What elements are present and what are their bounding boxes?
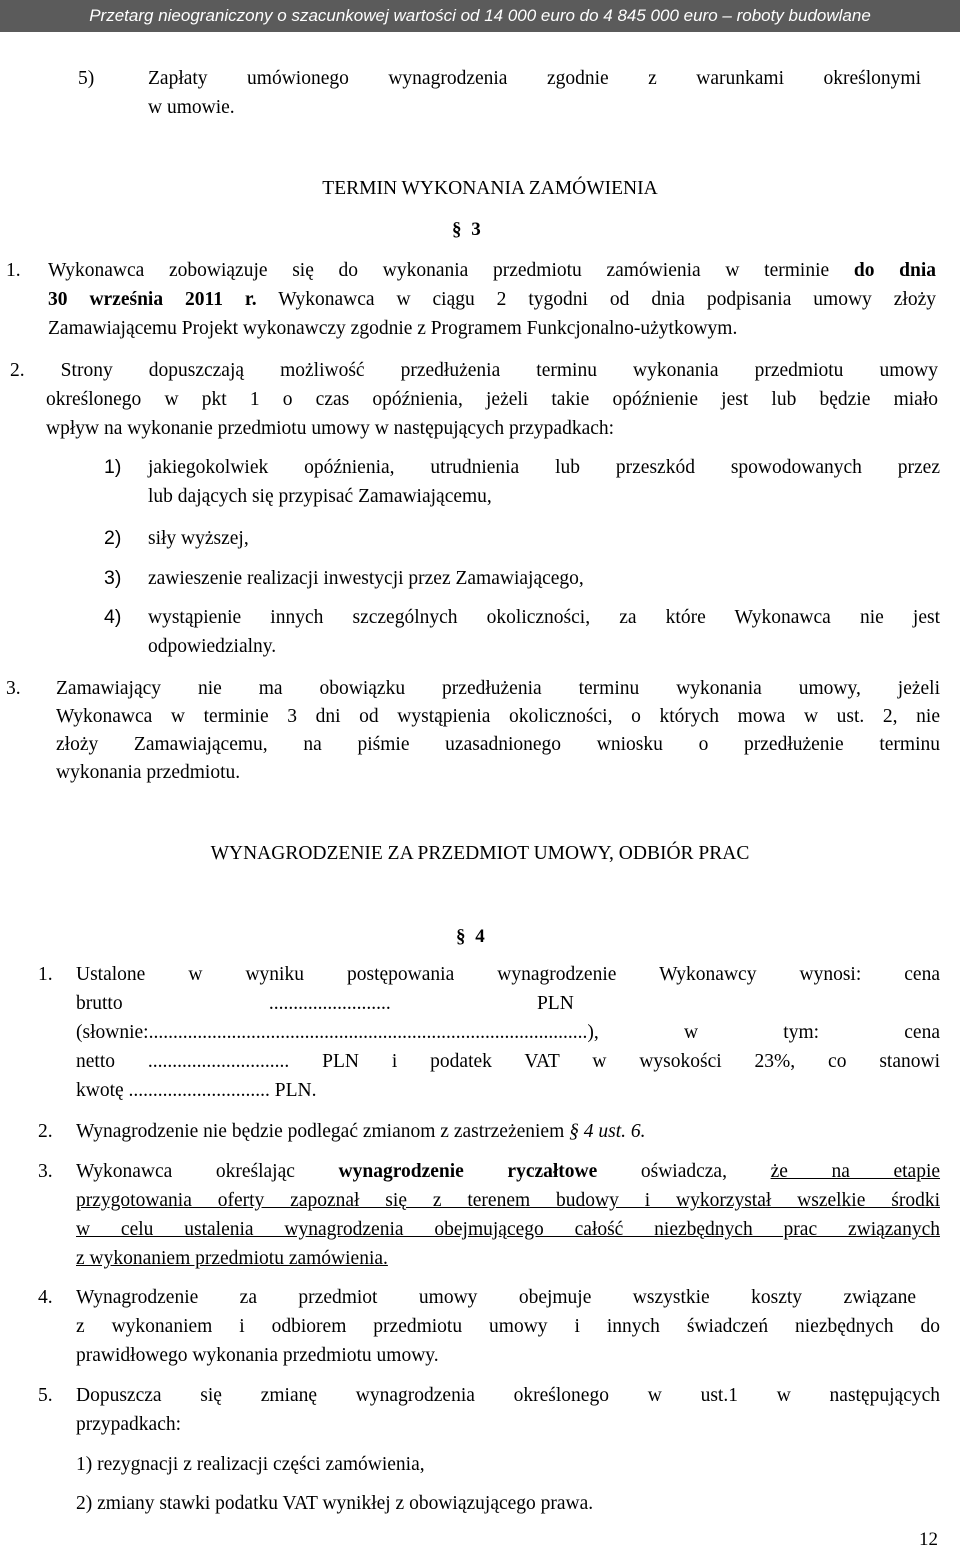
s3-point-1-number: 1. bbox=[6, 260, 21, 281]
paragraph-symbol: § bbox=[456, 926, 466, 947]
s3-sub-3-number: 3) bbox=[104, 567, 122, 589]
s4-point-5-line-1: Dopuszcza się zmianę wynagrodzenia określonego w ust.1 w następujących bbox=[76, 1385, 940, 1406]
s3-sub-1-number: 1) bbox=[104, 456, 122, 478]
s3-p1-text: Wykonawca zobowiązuje się do wykonania przedmiotu zamówienia w terminie bbox=[48, 260, 854, 281]
s4-point-4-line-1: Wynagrodzenie za przedmiot umowy obejmuje wszystkie koszty związane bbox=[76, 1287, 916, 1308]
s3-point-2-line-2: określonego w pkt 1 o czas opóźnienia, jeżeli takie opóźnienie jest lub będzie miało bbox=[46, 389, 938, 410]
document-header: Przetarg nieograniczony o szacunkowej wartości od 14 000 euro do 4 845 000 euro – roboty budowlane bbox=[0, 0, 960, 32]
s3-point-3-line-1: Zamawiający nie ma obowiązku przedłużenia terminu wykonania umowy, jeżeli bbox=[56, 678, 940, 699]
section-heading-wynagrodzenie: WYNAGRODZENIE ZA PRZEDMIOT UMOWY, ODBIÓR PRAC bbox=[210, 843, 750, 864]
s4-p2-reference: § 4 ust. 6. bbox=[569, 1121, 646, 1142]
s4-point-2-number: 2. bbox=[38, 1121, 53, 1142]
s3-point-1-line-3: Zamawiającemu Projekt wykonawczy zgodnie z Programem Funkcjonalno-użytkowym. bbox=[48, 318, 738, 339]
s4-p2-body: Wynagrodzenie nie będzie podlegać zmianom z zastrzeżeniem bbox=[76, 1121, 570, 1142]
s3-sub-1-line-1: jakiegokolwiek opóźnienia, utrudnienia lub przeszkód spowodowanych przez bbox=[148, 457, 940, 478]
s3-p1-date-b: 30 września 2011 r. bbox=[48, 289, 257, 310]
s3-sub-1-line-2: lub dających się przypisać Zamawiającemu, bbox=[148, 486, 492, 507]
s4-point-5-sub-2: 2) zmiany stawki podatku VAT wynikłej z obowiązującego prawa. bbox=[76, 1493, 594, 1514]
s3-sub-4-number: 4) bbox=[104, 606, 122, 628]
s4-point-3-line-3: w celu ustalenia wynagrodzenia obejmującego całość niezbędnych prac związanych bbox=[76, 1219, 940, 1240]
s3-point-3-line-4: wykonania przedmiotu. bbox=[56, 762, 241, 783]
item-5-number: 5) bbox=[78, 68, 95, 89]
s3-sub-4-line-1: wystąpienie innych szczególnych okoliczności, za które Wykonawca nie jest bbox=[148, 607, 940, 628]
s3-point-1-line-1 bbox=[48, 256, 936, 285]
s3-point-2-line-3: wpływ na wykonanie przedmiotu umowy w następujących przypadkach: bbox=[46, 418, 615, 439]
s3-point-3-line-3: złoży Zamawiającemu, na piśmie uzasadnionego wniosku o przedłużenie terminu bbox=[56, 734, 940, 755]
s4-point-5-number: 5. bbox=[38, 1385, 53, 1406]
s4-point-5-line-2: przypadkach: bbox=[76, 1414, 182, 1435]
s4-p3-bold: wynagrodzenie ryczałtowe bbox=[338, 1161, 598, 1182]
s4-point-4-line-2: z wykonaniem i odbiorem przedmiotu umowy i innych świadczeń niezbędnych do bbox=[76, 1316, 940, 1337]
paragraph-number: 4 bbox=[475, 926, 485, 947]
s3-sub-4-line-2: odpowiedzialny. bbox=[148, 636, 277, 657]
paragraph-number: 3 bbox=[471, 219, 481, 240]
s4-p3-text-a: Wykonawca określając bbox=[76, 1161, 339, 1182]
item-5-line-1: Zapłaty umówionego wynagrodzenia zgodnie z warunkami określonymi bbox=[148, 68, 921, 89]
s4-point-1-line-1: Ustalone w wyniku postępowania wynagrodzenie Wykonawcy wynosi: cena bbox=[76, 964, 940, 985]
s3-p1-text-2: Wykonawca w ciągu 2 tygodni od dnia podpisania umowy złoży bbox=[256, 289, 936, 310]
s3-sub-2-number: 2) bbox=[104, 527, 122, 549]
s4-point-3-line-2: przygotowania oferty zapoznał się z terenem budowy i wykorzystał wszelkie środki bbox=[76, 1190, 940, 1211]
s3-point-1-line-2 bbox=[48, 285, 936, 314]
paragraph-symbol: § bbox=[452, 219, 462, 240]
s3-point-2-line-1: 2. Strony dopuszczają możliwość przedłużenia terminu wykonania przedmiotu umowy bbox=[10, 360, 938, 381]
page-number: 12 bbox=[919, 1529, 938, 1550]
s4-point-1-line-3: (słownie:..........................................................................................), w tym: cena bbox=[76, 1022, 940, 1043]
section-number-4 bbox=[456, 922, 485, 951]
s4-point-1-line-5: kwotę ............................. PLN. bbox=[76, 1080, 317, 1101]
s4-point-4-line-3: prawidłowego wykonania przedmiotu umowy. bbox=[76, 1345, 439, 1366]
s4-p3-text-b: oświadcza, bbox=[597, 1161, 771, 1182]
s4-point-2-text bbox=[76, 1117, 646, 1146]
s3-p1-date-a: do dnia bbox=[853, 260, 936, 281]
section-heading-termin: TERMIN WYKONANIA ZAMÓWIENIA bbox=[322, 178, 658, 199]
s4-point-4-number: 4. bbox=[38, 1287, 53, 1308]
section-number-3 bbox=[452, 215, 481, 244]
s4-point-1-line-2: brutto ......................... PLN bbox=[76, 993, 574, 1014]
s3-sub-3-line-1: zawieszenie realizacji inwestycji przez Zamawiającego, bbox=[148, 568, 584, 589]
s4-p3-underlined: że na etapie bbox=[770, 1161, 941, 1182]
s4-point-3-line-1 bbox=[76, 1157, 940, 1186]
s3-point-3-number: 3. bbox=[6, 678, 21, 699]
s4-point-1-line-4: netto ............................. PLN i podatek VAT w wysokości 23%, co stanowi bbox=[76, 1051, 940, 1072]
s4-point-5-sub-1: 1) rezygnacji z realizacji części zamówienia, bbox=[76, 1454, 425, 1475]
s3-sub-2-line-1: siły wyższej, bbox=[148, 528, 249, 549]
s4-point-3-line-4: z wykonaniem przedmiotu zamówienia. bbox=[76, 1248, 388, 1269]
s3-point-3-line-2: Wykonawca w terminie 3 dni od wystąpienia okoliczności, o których mowa w ust. 2, nie bbox=[56, 706, 940, 727]
s4-point-1-number: 1. bbox=[38, 964, 53, 985]
s4-point-3-number: 3. bbox=[38, 1161, 53, 1182]
item-5-line-2: w umowie. bbox=[148, 97, 235, 118]
